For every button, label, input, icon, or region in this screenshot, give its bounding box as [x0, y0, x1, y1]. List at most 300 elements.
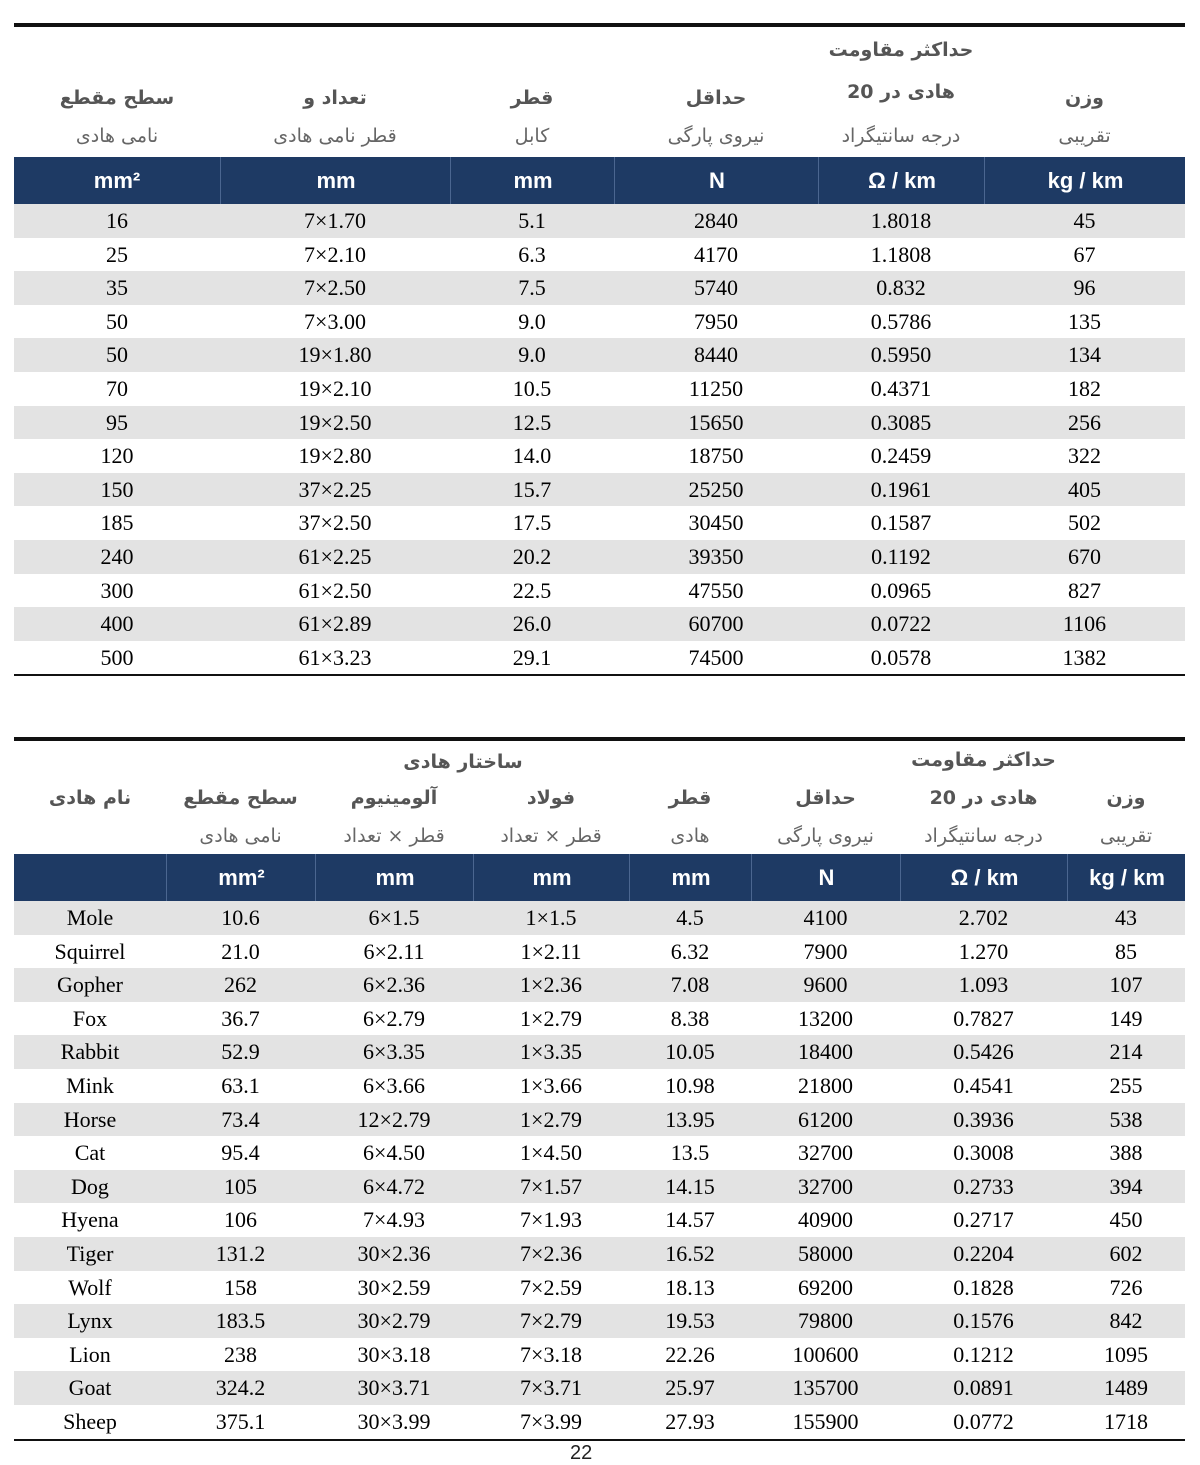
table-cell: 726: [1109, 1274, 1143, 1300]
table-cell: 106: [224, 1207, 257, 1233]
table-cell: 21.0: [221, 938, 260, 964]
header-line: حداکثر مقاومت: [911, 749, 1056, 771]
table-cell: 7900: [803, 938, 848, 964]
table-cell: 0.1961: [870, 476, 932, 502]
table-cell: 0.0722: [870, 611, 932, 637]
table-cell: 0.832: [876, 275, 926, 301]
table-cell: 4170: [694, 241, 738, 267]
header-line: هادی در 20: [847, 81, 955, 103]
table-cell: 0.5426: [953, 1039, 1014, 1065]
table-cell: 6×2.11: [363, 938, 425, 964]
table-cell: 7×2.10: [304, 241, 366, 267]
table-row: [14, 1002, 1185, 1036]
structure-group-header: ساختار هادی: [403, 751, 523, 773]
column-header: [629, 741, 751, 854]
table-cell: 155900: [792, 1408, 859, 1434]
table-cell: 134: [1068, 342, 1101, 368]
table-row: [14, 641, 1185, 675]
header-line: سطح مقطع: [183, 787, 298, 809]
table-cell: 9600: [803, 972, 848, 998]
table-cell: 79800: [798, 1308, 853, 1334]
table-cell: 300: [100, 577, 134, 603]
table-cell: 95.4: [221, 1140, 260, 1166]
table-cell: 50: [106, 342, 128, 368]
table-cell: 9.0: [518, 342, 546, 368]
table-cell: 1718: [1104, 1408, 1148, 1434]
table-cell: 20.2: [512, 543, 552, 569]
unit-cell: mm: [629, 854, 752, 901]
table-cell: 1095: [1104, 1341, 1148, 1367]
table-cell: 6×4.72: [363, 1173, 425, 1199]
unit-cell: kg / km: [1067, 854, 1186, 901]
table-cell: 32700: [798, 1173, 853, 1199]
header-line: حداقل: [795, 787, 856, 809]
table-cell: 7950: [694, 308, 738, 334]
table-cell: 25250: [688, 476, 744, 502]
table-cell: 1×2.11: [520, 938, 582, 964]
table-cell: 10.5: [512, 375, 552, 401]
header-line: وزن: [1106, 787, 1146, 809]
table-cell: 25: [106, 241, 128, 267]
table-cell: 73.4: [221, 1106, 260, 1132]
table-cell: 1.270: [958, 938, 1009, 964]
unit-cell: N: [751, 854, 901, 901]
header-line: تعداد و: [303, 87, 367, 109]
table-cell: 32700: [798, 1140, 853, 1166]
table-cell: 61×2.50: [298, 577, 372, 603]
table-cell: 602: [1109, 1240, 1143, 1266]
table-cell: Fox: [72, 1005, 108, 1031]
table-cell: 158: [224, 1274, 257, 1300]
table-cell: 0.0772: [953, 1408, 1014, 1434]
table-cell: 1382: [1062, 644, 1107, 670]
column-header: [315, 741, 473, 854]
table-row: [14, 1170, 1185, 1204]
table-row: [14, 1069, 1185, 1103]
table-cell: 7×1.70: [304, 208, 366, 233]
table-cell: 30450: [688, 510, 744, 536]
column-header: [14, 741, 166, 854]
table-cell: 7×2.50: [304, 275, 366, 301]
table-cell: Lynx: [67, 1308, 113, 1334]
table-row: [14, 1371, 1185, 1405]
table-cell: 405: [1068, 476, 1101, 502]
table-header: [14, 741, 1185, 854]
table-cell: 63.1: [221, 1072, 260, 1098]
header-line: درجه سانتیگراد: [841, 125, 961, 147]
table-cell: Squirrel: [54, 938, 126, 964]
table-cell: 135: [1068, 308, 1101, 334]
table-cell: 14.57: [665, 1207, 715, 1233]
table-cell: 6×2.36: [363, 972, 425, 998]
table-cell: 2840: [694, 208, 738, 233]
table-cell: 21800: [798, 1072, 853, 1098]
table-cell: 0.0578: [870, 644, 932, 670]
table-cell: 185: [100, 510, 134, 536]
table-cell: Hyena: [61, 1207, 119, 1233]
header-line: حداکثر مقاومت: [828, 39, 974, 61]
header-line: نامی هادی: [75, 125, 159, 147]
table-cell: 36.7: [221, 1005, 260, 1031]
header-line: فولاد: [526, 787, 576, 809]
table-cell: Horse: [63, 1106, 117, 1132]
table-cell: 1489: [1104, 1375, 1148, 1401]
table-cell: 7×3.00: [304, 308, 366, 334]
table-cell: Wolf: [68, 1274, 112, 1300]
table-cell: 670: [1068, 543, 1101, 569]
table-cell: 15650: [688, 409, 744, 435]
table-cell: 6×2.79: [363, 1005, 425, 1031]
table-row: [14, 540, 1185, 574]
table-header: [14, 27, 1185, 157]
table-cell: 19×2.10: [298, 375, 372, 401]
table-row: [14, 439, 1185, 473]
header-line: حداقل: [685, 87, 747, 109]
table-cell: 30×2.36: [357, 1240, 431, 1266]
table-cell: 0.3085: [870, 409, 932, 435]
table-cell: 13.95: [665, 1106, 715, 1132]
table-cell: 15.7: [512, 476, 552, 502]
table-cell: Goat: [68, 1375, 112, 1401]
table-cell: 0.1212: [953, 1341, 1014, 1367]
header-line: تقریبی: [1099, 825, 1153, 847]
header-line: قطر نامی هادی: [273, 125, 397, 147]
table-cell: 47550: [688, 577, 744, 603]
header-line: هادی: [670, 825, 710, 847]
header-line: سطح مقطع: [59, 87, 175, 109]
table-cell: 6×3.35: [363, 1039, 425, 1065]
table-cell: 30×2.79: [357, 1308, 431, 1334]
unit-cell: mm: [450, 157, 615, 204]
table-bottom-rule: [14, 1439, 1185, 1441]
table-cell: 0.4371: [870, 375, 932, 401]
table-bottom-rule: [14, 674, 1185, 676]
table-cell: 19×2.80: [298, 443, 372, 469]
unit-cell: mm²: [166, 854, 316, 901]
table-cell: 100600: [792, 1341, 859, 1367]
table-cell: 8440: [694, 342, 738, 368]
table-cell: 1.1808: [870, 241, 932, 267]
table-cell: 10.98: [665, 1072, 715, 1098]
table-cell: 6.32: [670, 938, 710, 964]
table-cell: 388: [1109, 1140, 1143, 1166]
header-line: وزن: [1065, 87, 1104, 109]
table-cell: 61×3.23: [298, 644, 372, 670]
page-number: 22: [570, 1442, 593, 1464]
table-cell: 30×2.59: [357, 1274, 431, 1300]
table-cell: 150: [100, 476, 134, 502]
table-cell: 45: [1073, 208, 1096, 233]
table-cell: 29.1: [512, 644, 552, 670]
table-cell: 1×2.36: [520, 972, 582, 998]
table-cell: 4100: [803, 905, 848, 930]
table-cell: 74500: [688, 644, 744, 670]
table-cell: 6×3.66: [363, 1072, 425, 1098]
table-cell: 131.2: [215, 1240, 266, 1266]
header-line: تقریبی: [1058, 125, 1111, 147]
table-cell: 827: [1068, 577, 1101, 603]
table-row: [14, 1271, 1185, 1305]
table-row: [14, 968, 1185, 1002]
header-line: هادی در 20: [929, 787, 1038, 809]
table-cell: 1×3.66: [520, 1072, 582, 1098]
header-line: درجه سانتیگراد: [924, 825, 1043, 847]
table-cell: 7.08: [670, 972, 710, 998]
table-cell: 842: [1109, 1308, 1143, 1334]
table-cell: 67: [1073, 241, 1096, 267]
table-cell: 17.5: [512, 510, 552, 536]
header-line: قطر: [668, 787, 712, 809]
table-cell: 0.0891: [953, 1375, 1014, 1401]
table-cell: 26.0: [512, 611, 552, 637]
column-header: [900, 741, 1067, 854]
table-cell: 70: [106, 375, 128, 401]
table-cell: 255: [1109, 1072, 1143, 1098]
table-cell: 324.2: [215, 1375, 266, 1401]
units-header-row: [14, 157, 1185, 204]
table-cell: 400: [100, 611, 134, 637]
table-cell: 7×1.57: [520, 1173, 582, 1199]
table-cell: 0.3936: [953, 1106, 1014, 1132]
table-cell: 0.2717: [953, 1207, 1014, 1233]
table-cell: 6.3: [518, 241, 546, 267]
header-line: قطر × تعداد: [343, 825, 445, 847]
table-cell: Mink: [66, 1072, 114, 1098]
table-cell: Rabbit: [60, 1039, 120, 1065]
table-row: [14, 1304, 1185, 1338]
table-cell: 8.38: [670, 1005, 710, 1031]
table-cell: Dog: [71, 1173, 109, 1199]
column-header: [220, 27, 450, 157]
unit-cell: mm: [473, 854, 630, 901]
table-cell: 52.9: [221, 1039, 260, 1065]
unit-cell: kg / km: [984, 157, 1186, 204]
unit-cell: mm: [315, 854, 474, 901]
table-cell: Tiger: [66, 1240, 114, 1266]
header-line: کابل: [514, 125, 550, 147]
table-cell: 14.0: [512, 443, 552, 469]
table-cell: 60700: [688, 611, 744, 637]
table-cell: 105: [224, 1173, 257, 1199]
table-row: [14, 935, 1185, 969]
table-cell: 0.1192: [871, 543, 931, 569]
header-line: قطر × تعداد: [500, 825, 602, 847]
table-cell: 30×3.18: [357, 1341, 431, 1367]
table-cell: 0.4541: [953, 1072, 1014, 1098]
table-cell: 61×2.89: [298, 611, 372, 637]
column-header: [14, 27, 220, 157]
table-cell: 27.93: [665, 1408, 715, 1434]
table-row: [14, 271, 1185, 305]
table-cell: 7×2.59: [520, 1274, 582, 1300]
table-row: [14, 1103, 1185, 1137]
unit-cell: Ω / km: [900, 854, 1068, 901]
table-cell: Sheep: [63, 1408, 117, 1434]
table-cell: 256: [1068, 409, 1101, 435]
column-header: [751, 741, 900, 854]
column-header: [1067, 741, 1185, 854]
table-cell: 450: [1109, 1207, 1143, 1233]
table-cell: 18400: [798, 1039, 853, 1065]
table-cell: 37×2.50: [298, 510, 372, 536]
table-cell: 0.2459: [870, 443, 932, 469]
table-cell: 322: [1068, 443, 1101, 469]
table-cell: 30×3.99: [357, 1408, 431, 1434]
table-cell: 19.53: [665, 1308, 715, 1334]
table-cell: 1×2.79: [520, 1005, 582, 1031]
table-cell: 7×3.99: [520, 1408, 582, 1434]
table-row: [14, 1237, 1185, 1271]
table-cell: 30×3.71: [357, 1375, 431, 1401]
table-cell: 0.5950: [870, 342, 932, 368]
conductor-spec-table-2: [14, 737, 1185, 1441]
header-line: نامی هادی: [199, 825, 282, 847]
table-cell: 85: [1115, 938, 1137, 964]
table-cell: 12.5: [512, 409, 552, 435]
table-cell: 18.13: [665, 1274, 715, 1300]
table-cell: 7.5: [518, 275, 546, 301]
table-cell: 61×2.25: [298, 543, 372, 569]
table-cell: 0.7827: [953, 1005, 1014, 1031]
column-header: [984, 27, 1185, 157]
table-cell: 538: [1109, 1106, 1143, 1132]
table-cell: 1.093: [958, 972, 1009, 998]
column-header: [473, 741, 629, 854]
table-cell: 500: [100, 644, 134, 670]
conductor-spec-table-1: [14, 23, 1185, 676]
table-row: [14, 372, 1185, 406]
units-header-row: [14, 854, 1185, 901]
column-header: [166, 741, 315, 854]
table-cell: 5.1: [518, 208, 546, 233]
table-cell: 7×1.93: [520, 1207, 582, 1233]
table-cell: 6×4.50: [363, 1140, 425, 1166]
table-cell: 19×2.50: [298, 409, 372, 435]
table-cell: 0.1828: [953, 1274, 1014, 1300]
table-cell: 43: [1115, 905, 1137, 930]
column-header: [450, 27, 614, 157]
table-cell: 183.5: [215, 1308, 266, 1334]
table-cell: 5740: [694, 275, 738, 301]
table-cell: 0.2733: [953, 1173, 1014, 1199]
table-cell: 58000: [798, 1240, 853, 1266]
table-cell: 35: [106, 275, 128, 301]
table-cell: 0.0965: [870, 577, 932, 603]
table-row: [14, 1035, 1185, 1069]
table-cell: 11250: [688, 375, 744, 401]
table-cell: 40900: [798, 1207, 853, 1233]
table-row: [14, 506, 1185, 540]
table-row: [14, 338, 1185, 372]
table-cell: 7×2.79: [520, 1308, 582, 1334]
table-row: [14, 901, 1185, 935]
unit-cell: Ω / km: [818, 157, 985, 204]
table-cell: 2.702: [958, 905, 1009, 930]
table-cell: 1.8018: [870, 208, 932, 233]
table-cell: 214: [1109, 1039, 1143, 1065]
table-row: [14, 1136, 1185, 1170]
table-row: [14, 305, 1185, 339]
table-cell: 37×2.25: [298, 476, 372, 502]
table-cell: 262: [224, 972, 257, 998]
table-cell: 22.5: [512, 577, 552, 603]
header-line: نیروی پارگی: [667, 125, 765, 147]
table-cell: 0.3008: [953, 1140, 1014, 1166]
table-cell: 22.26: [665, 1341, 715, 1367]
table-cell: 12×2.79: [357, 1106, 431, 1132]
table-cell: 149: [1109, 1005, 1143, 1031]
table-cell: 10.6: [221, 905, 260, 930]
table-row: [14, 204, 1185, 238]
table-row: [14, 238, 1185, 272]
table-cell: 7×3.71: [520, 1375, 582, 1401]
table-cell: 13.5: [670, 1140, 710, 1166]
header-line: نام هادی: [48, 787, 132, 809]
unit-cell: N: [614, 157, 819, 204]
table-cell: Lion: [69, 1341, 111, 1367]
unit-cell: mm: [220, 157, 451, 204]
table-cell: 1×1.5: [525, 905, 577, 930]
table-cell: 16: [106, 208, 128, 233]
table-cell: 6×1.5: [368, 905, 420, 930]
table-cell: 502: [1068, 510, 1101, 536]
table-cell: 7×4.93: [363, 1207, 425, 1233]
table-cell: 69200: [798, 1274, 853, 1300]
table-cell: Mole: [66, 905, 114, 930]
table-cell: 96: [1073, 275, 1096, 301]
table-cell: 18750: [688, 443, 744, 469]
table-cell: 1×3.35: [520, 1039, 582, 1065]
table-cell: 182: [1068, 375, 1101, 401]
table-cell: 25.97: [665, 1375, 715, 1401]
table-row: [14, 1405, 1185, 1439]
table-row: [14, 1203, 1185, 1237]
column-header: [818, 27, 984, 157]
table-cell: 238: [224, 1341, 257, 1367]
table-cell: 1×2.79: [520, 1106, 582, 1132]
header-line: آلومینیوم: [350, 787, 438, 809]
table-cell: 0.1587: [870, 510, 932, 536]
table-cell: 1106: [1062, 611, 1107, 637]
table-row: [14, 473, 1185, 507]
table-cell: 14.15: [665, 1173, 715, 1199]
table-cell: 135700: [792, 1375, 859, 1401]
table-cell: 10.05: [665, 1039, 715, 1065]
table-cell: 95: [106, 409, 128, 435]
table-cell: 0.5786: [870, 308, 932, 334]
table-cell: 13200: [798, 1005, 853, 1031]
table-cell: 375.1: [215, 1408, 266, 1434]
table-cell: 7×2.36: [520, 1240, 582, 1266]
table-row: [14, 406, 1185, 440]
table-row: [14, 607, 1185, 641]
table-cell: 9.0: [518, 308, 546, 334]
table-cell: 240: [100, 543, 134, 569]
unit-cell: mm²: [93, 168, 141, 193]
header-line: قطر: [510, 87, 554, 109]
column-header: [614, 27, 818, 157]
header-line: نیروی پارگی: [777, 825, 874, 847]
table-row: [14, 574, 1185, 608]
table-cell: Cat: [74, 1140, 106, 1166]
table-cell: 1×4.50: [520, 1140, 582, 1166]
table-cell: 16.52: [665, 1240, 715, 1266]
table-cell: 39350: [688, 543, 744, 569]
table-body: [14, 204, 1185, 674]
table-body: [14, 901, 1185, 1439]
table-cell: 61200: [798, 1106, 853, 1132]
table-cell: 50: [106, 308, 128, 334]
